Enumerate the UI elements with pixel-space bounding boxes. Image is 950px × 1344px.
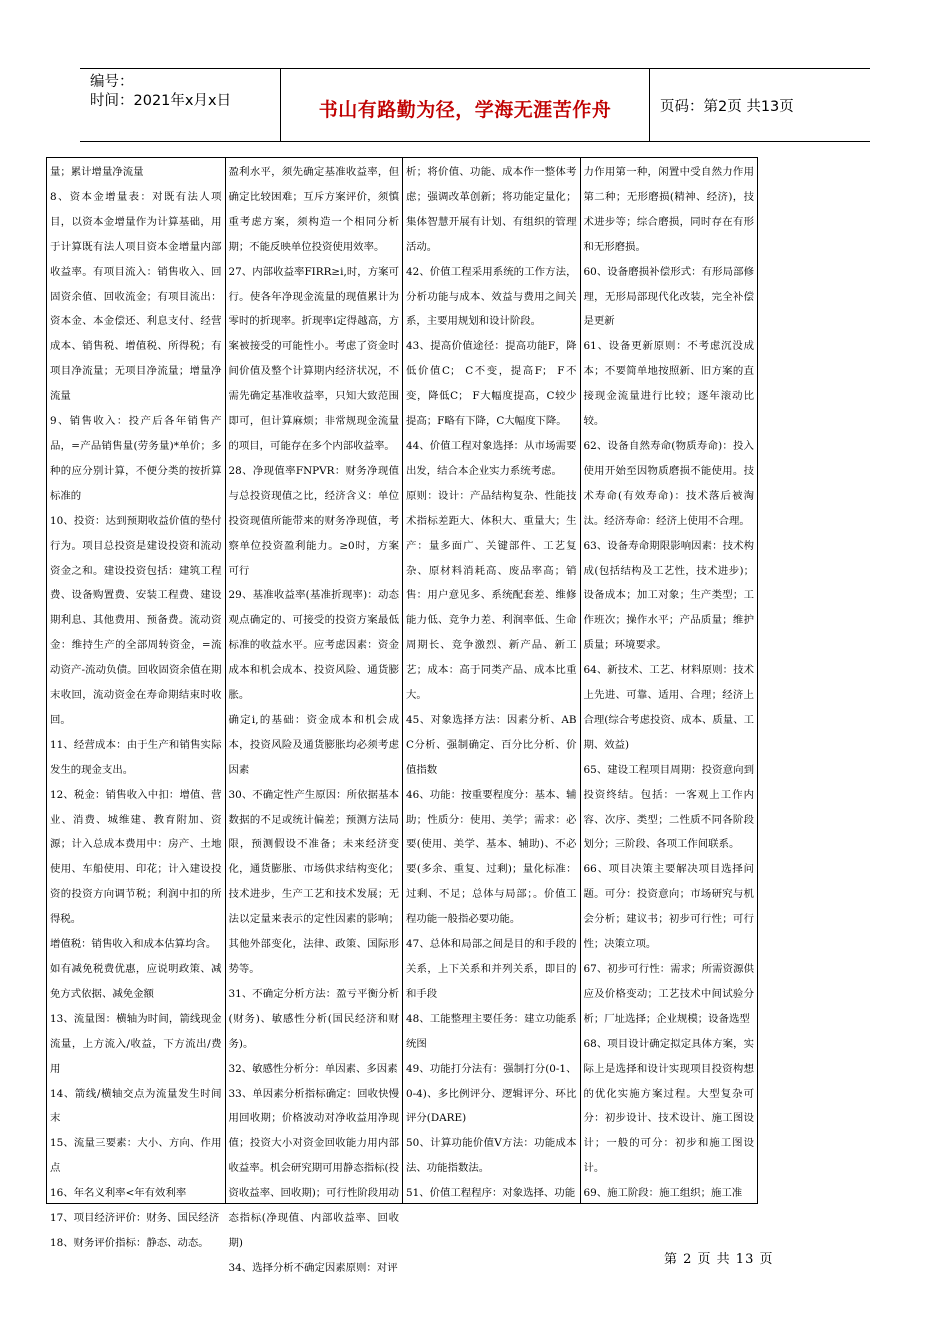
text-paragraph: 48、工能整理主要任务：建立功能系统图 <box>406 1012 577 1050</box>
text-paragraph: 28、净现值率FNPVR：财务净现值与总投资现值之比，经济含义：单位投资现值所能带来的财务净现值，考察单位投资盈利能力。≥0时，方案可行 <box>228 464 399 577</box>
text-paragraph: 10、投资：达到预期收益价值的垫付行为。项目总投资是建设投资和流动资金之和。建设投资包括：建筑工程费、设备购置费、安装工程费、建设期利息、其他费用、预备费。流动资金：维持生产的全部周转资金，=流动资产-流动负债。回收固资余值在期末收回，流动资金在寿命期结束时收回。 <box>50 514 222 726</box>
text-paragraph: 27、内部收益率FIRR≥i,时，方案可行。使各年净现金流量的现值累计为零时的折现率。折现率i定得越高，方案被接受的可能性小。考虑了资金时间价值及整个计算期内经济状况，不需先确定基准收益率，只知大致范围即可，但计算麻烦；非常规现金流量的项目，可能存在多个内部收益率。 <box>228 265 399 452</box>
document-time-label: 时间：2021年x月x日 <box>90 93 232 109</box>
column-2 <box>225 158 403 1274</box>
header-page-number: 页码：第2页 共13页 <box>660 98 794 115</box>
text-paragraph: 确定i,的基础：资金成本和机会成本，投资风险及通货膨胀均必须考虑因素 <box>228 713 399 776</box>
text-paragraph: 50、计算功能价值V方法：功能成本法、功能指数法。 <box>406 1137 577 1175</box>
text-paragraph: 60、设备磨损补偿形式：有形局部修理，无形局部现代化改装，完全补偿是更新 <box>583 265 754 328</box>
text-paragraph: 32、敏感性分析分：单因素、多因素 <box>228 1062 398 1075</box>
column-3 <box>402 158 580 1203</box>
document-number-label: 编号： <box>90 74 134 90</box>
page-footer: 第 2 页 共 13 页 <box>664 1252 774 1267</box>
text-paragraph: 14、箭线/横轴交点为流量发生时间末 <box>50 1087 222 1125</box>
text-paragraph: 31、不确定分析方法：盈亏平衡分析(财务)、敏感性分析(国民经济和财务)。 <box>228 987 399 1050</box>
text-paragraph: 66、项目决策主要解决项目选择问题。可分：投资意向；市场研究与机会分析；建议书；初步可行性；可行性；决策立项。 <box>583 863 754 951</box>
text-paragraph: 51、价值工程程序：对象选择、功能 <box>406 1187 576 1200</box>
text-paragraph: 61、设备更新原则：不考虑沉没成本；不要简单地按照新、旧方案的直接现金流量进行比较；逐年滚动比较。 <box>583 340 754 428</box>
text-paragraph: 如有减免税费优惠，应说明政策、减免方式依据、减免金额 <box>50 963 222 1000</box>
column-4 <box>580 158 758 1203</box>
text-paragraph: 力作用第一种，闲置中受自然力作用第二种；无形磨损(精神、经济)，技术进步等；综合磨损，同时存在有形和无形磨损。 <box>583 166 754 253</box>
text-paragraph: 量；累计增量净流量 <box>50 166 144 178</box>
text-paragraph: 原则：设计：产品结构复杂、性能技术指标差距大、体积大、重量大；生产：量多面广、关键部件、工艺复杂、原材料消耗高、废品率高；销售：用户意见多、系统配套差、维修能力低、竞争力差、利润率低、生命周期长、竞争激烈、新产品、新工艺；成本：高于同类产品、成本比重大。 <box>406 489 577 702</box>
text-paragraph: 46、功能：按重要程度分：基本、辅助；性质分：使用、美学；需求：必要(使用、美学、基本、辅助)、不必要(多余、重复、过剩)；量化标准：过剩、不足；总体与局部；。价值工程功能一般指必要功能。 <box>406 788 577 926</box>
text-paragraph: 17、项目经济评价：财务、国民经济 <box>50 1212 220 1225</box>
text-paragraph: 67、初步可行性：需求；所需资源供应及价格变动；工艺技术中间试验分析；厂址选择；企业规模；设备选型 <box>583 963 754 1025</box>
text-paragraph: 18、财务评价指标：静态、动态。 <box>50 1236 209 1249</box>
text-paragraph: 33、单因素分析指标确定：回收快慢用回收期；价格波动对净收益用净现值；投资大小对资金回收能力用内部收益率。机会研究期可用静态指标(投资收益率、回收期)；可行性阶段用动态指标(净现值、内部收益率、回收期) <box>228 1087 399 1249</box>
text-paragraph: 15、流量三要素：大小、方向、作用点 <box>50 1137 222 1175</box>
page-header <box>80 68 870 142</box>
text-paragraph: 63、设备寿命期限影响因素：技术构成(包括结构及工艺性，技术进步)；设备成本；加工对象；生产类型；工作班次；操作水平；产品质量；维护质量；环境要求。 <box>583 539 754 652</box>
text-paragraph: 43、提高价值途径：提高功能F，降低价值C； C不变，提高F； F不变，降低C； F大幅度提高，C较少提高；F略有下降，C大幅度下降。 <box>406 340 577 428</box>
text-paragraph: 42、价值工程采用系统的工作方法，分析功能与成本、效益与费用之间关系，主要用规划和设计阶段。 <box>406 265 577 328</box>
text-paragraph: 45、对象选择方法：因素分析、ABC分析、强制确定、百分比分析、价值指数 <box>406 713 577 776</box>
text-paragraph: 增值税：销售收入和成本估算均含。 <box>50 938 217 951</box>
text-paragraph: 11、经营成本：由于生产和销售实际发生的现金支出。 <box>50 738 222 776</box>
header-meta <box>80 69 280 141</box>
text-paragraph: 8、资本金增量表：对既有法人项目，以资本金增量作为计算基础，用于计算既有法人项目资本金增量内部收益率。有项目流入：销售收入、回固资余值、回收流金；有项目流出：资本金、本金偿还、利息支付、经营成本、销售税、增值税、所得税；有项目净流量；无项目净流量；增量净流量 <box>50 190 222 403</box>
text-paragraph: 9、销售收入：投产后各年销售产品，=产品销售量(劳务量)*单价；多种的应分别计算，不便分类的按折算标准的 <box>50 415 222 502</box>
column-1 <box>47 158 225 1249</box>
header-motto: 书山有路勤为径，学海无涯苦作舟 <box>280 69 650 141</box>
text-paragraph: 16、年名义利率<年有效利率 <box>50 1187 187 1200</box>
text-paragraph: 30、不确定性产生原因：所依据基本数据的不足或统计偏差；预测方法局限，预测假设不准备；未来经济变化，通货膨胀、市场供求结构变化；技术进步，生产工艺和技术发展；无法以定量来表示的定性因素的影响；其他外部变化，法律、政策、国际形势等。 <box>228 788 399 975</box>
text-paragraph: 68、项目设计确定拟定具体方案，实际上是选择和设计实现项目投资构想的优化实施方案过程。大型复杂可分：初步设计、技术设计、施工图设计；一般的可分：初步和施工图设计。 <box>583 1037 754 1175</box>
text-paragraph: 34、选择分析不确定因素原则：对评 <box>228 1261 398 1274</box>
text-paragraph: 69、施工阶段：施工组织；施工准 <box>583 1187 743 1200</box>
text-paragraph: 49、功能打分法有：强制打分(0-1、0-4)、多比例评分、逻辑评分、环比评分(DARE) <box>406 1062 577 1125</box>
text-paragraph: 47、总体和局部之间是目的和手段的关系，上下关系和并列关系，即目的和手段 <box>406 938 577 1000</box>
text-paragraph: 盈利水平，须先确定基准收益率，但确定比较困难；互斥方案评价，须慎重考虑方案，须构造一个相同分析期；不能反映单位投资使用效率。 <box>228 166 399 253</box>
text-paragraph: 29、基准收益率(基准折现率)：动态观点确定的、可接受的投资方案最低标准的收益水平。应考虑因素：资金成本和机会成本、投资风险、通货膨胀。 <box>228 589 399 702</box>
text-paragraph: 65、建设工程项目周期：投资意向到投资终结。包括：一客观上工作内容、次序、类型；二性质不同各阶段划分；三阶段、各项工作间联系。 <box>583 763 754 851</box>
text-paragraph: 13、流量图：横轴为时间，箭线现金流量，上方流入/收益，下方流出/费用 <box>50 1012 222 1075</box>
text-paragraph: 64、新技术、工艺、材料原则：技术上先进、可靠、适用、合理；经济上合理(综合考虑投资、成本、质量、工期、效益) <box>583 664 754 751</box>
text-paragraph: 析；将价值、功能、成本作一整体考虑；强调改革创新；将功能定量化；集体智慧开展有计划、有组织的管理活动。 <box>406 166 577 253</box>
text-paragraph: 62、设备自然寿命(物质寿命)：投入使用开始至因物质磨损不能使用。技术寿命(有效寿命)：技术落后被淘汰。经济寿命：经济上使用不合理。 <box>583 439 754 527</box>
text-paragraph: 12、税金：销售收入中扣：增值、营业、消费、城维建、教育附加、资源；计入总成本费用中：房产、土地使用、车船使用、印花；计入建设投资的投资方向调节税；利润中扣的所得税。 <box>50 788 222 926</box>
text-paragraph: 44、价值工程对象选择：从市场需要出发，结合本企业实力系统考虑。 <box>406 439 577 477</box>
